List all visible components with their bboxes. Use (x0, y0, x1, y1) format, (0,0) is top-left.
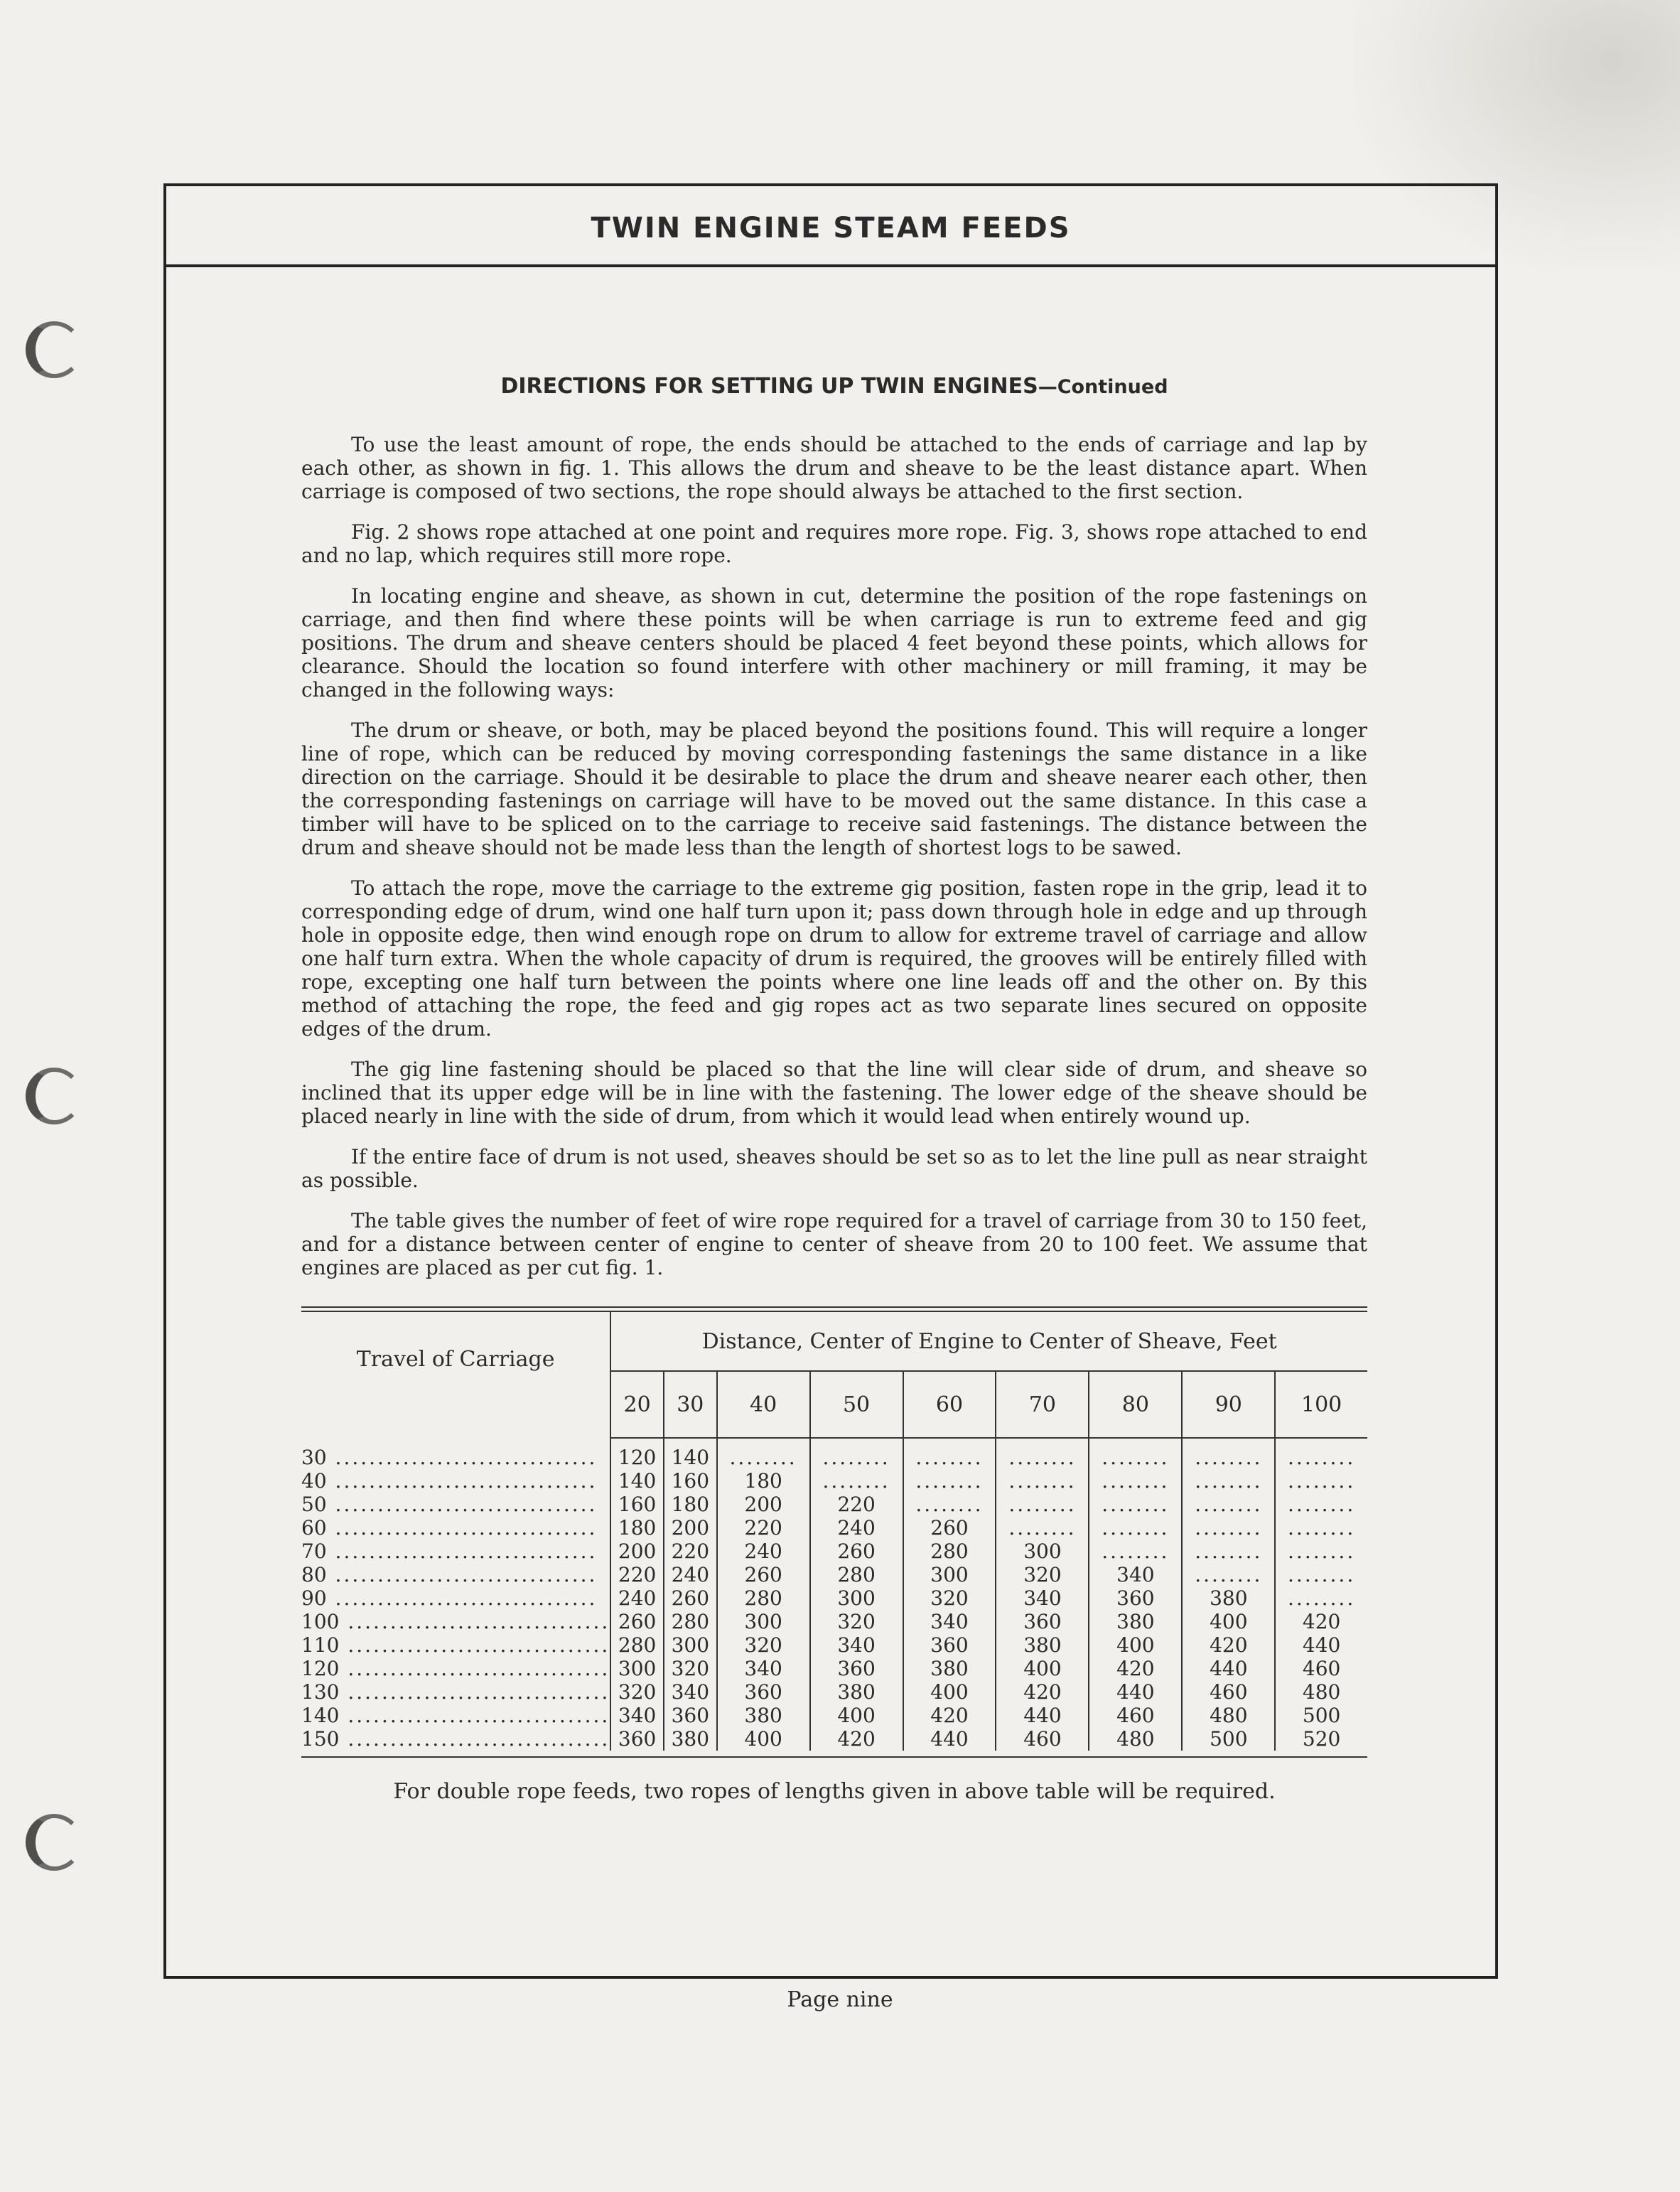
table-cell: 340 (810, 1633, 903, 1657)
table-cell: 260 (810, 1540, 903, 1563)
table-cell: 180 (717, 1469, 810, 1493)
table-cell: 440 (903, 1727, 996, 1751)
table-cell: 200 (610, 1540, 664, 1563)
table-cell: 420 (1089, 1657, 1182, 1680)
row-label: 30 ..... (301, 1438, 610, 1469)
empty-cell (1182, 1469, 1275, 1493)
table-cell: 320 (903, 1586, 996, 1610)
table-cell: 360 (996, 1610, 1089, 1633)
empty-cell (903, 1469, 996, 1493)
column-header: 50 (810, 1371, 903, 1438)
table-row (301, 1516, 1367, 1540)
table-cell: 320 (717, 1633, 810, 1657)
table-cell: 400 (996, 1657, 1089, 1680)
paragraph: The drum or sheave, or both, may be placed beyond the positions found. This will require a longer line of rope, which can be reduced by moving corresponding fastenings the same distance in a like direction on the carriage. Should it be desirable to place the drum and sheave nearer each other, then the corresponding fastenings on carriage will have to be moved out the same distance. In this case a timber will have to be spliced on to the carriage to receive said fastenings. The distance between the drum and sheave should not be made less than the length of shortest logs to be sawed. (301, 719, 1367, 859)
row-label: 60 ..... (301, 1516, 610, 1540)
row-label: 140 ..... (301, 1704, 610, 1727)
table-row (301, 1727, 1367, 1751)
table-cell: 300 (996, 1540, 1089, 1563)
table-cell: 460 (996, 1727, 1089, 1751)
table-row (301, 1680, 1367, 1704)
paragraph: In locating engine and sheave, as shown in cut, determine the position of the rope fastenings on carriage, and then find where these points will be when carriage is run to extreme feed and gig positions. The drum and sheave centers should be placed 4 feet beyond these points, which allows for clearance. Should the location so found interfere with other machinery or mill framing, it may be changed in the following ways: (301, 584, 1367, 702)
body-text (301, 433, 1367, 1279)
table-row (301, 1493, 1367, 1516)
table-cell: 160 (664, 1469, 717, 1493)
row-header: Travel of Carriage (356, 1347, 555, 1372)
empty-cell (810, 1438, 903, 1469)
column-header: 60 (903, 1371, 996, 1438)
empty-cell (1275, 1493, 1367, 1516)
table-cell: 260 (664, 1586, 717, 1610)
empty-cell (1275, 1540, 1367, 1563)
table-cell: 440 (996, 1704, 1089, 1727)
table-cell: 360 (903, 1633, 996, 1657)
table-cell: 180 (610, 1516, 664, 1540)
table-cell: 320 (610, 1680, 664, 1704)
binder-hole-bottom (26, 1814, 82, 1871)
table-cell: 340 (996, 1586, 1089, 1610)
table-cell: 300 (664, 1633, 717, 1657)
table-cell: 520 (1275, 1727, 1367, 1751)
empty-cell (1089, 1540, 1182, 1563)
paragraph: The gig line fastening should be placed so that the line will clear side of drum, and sheave so inclined that its upper edge will be in line with the fastening. The lower edge of the sheave should be placed nearly in line with the side of drum, from which it would lead when entirely wound up. (301, 1058, 1367, 1128)
table-cell: 360 (664, 1704, 717, 1727)
paragraph: Fig. 2 shows rope attached at one point and requires more rope. Fig. 3, shows rope attached to end and no lap, which requires still more rope. (301, 520, 1367, 567)
table-cell: 240 (664, 1563, 717, 1586)
table-cell: 460 (1089, 1704, 1182, 1727)
table-cell: 380 (1182, 1586, 1275, 1610)
table-row (301, 1610, 1367, 1633)
table-cell: 460 (1275, 1657, 1367, 1680)
row-label: 40 ..... (301, 1469, 610, 1493)
table-cell: 320 (996, 1563, 1089, 1586)
column-header: 90 (1182, 1371, 1275, 1438)
table-row (301, 1704, 1367, 1727)
table-note: For double rope feeds, two ropes of lengths given in above table will be required. (393, 1779, 1276, 1804)
empty-cell (996, 1438, 1089, 1469)
table-bottom-rule (301, 1756, 1367, 1758)
empty-cell (717, 1438, 810, 1469)
row-label: 90 ..... (301, 1586, 610, 1610)
table-cell: 320 (810, 1610, 903, 1633)
table-cell: 380 (1089, 1610, 1182, 1633)
empty-cell (1275, 1586, 1367, 1610)
table-cell: 400 (903, 1680, 996, 1704)
table-cell: 380 (996, 1633, 1089, 1657)
column-header: 70 (996, 1371, 1089, 1438)
table-cell: 280 (664, 1610, 717, 1633)
column-header: 20 (610, 1371, 664, 1438)
table-cell: 400 (1089, 1633, 1182, 1657)
empty-cell (1089, 1493, 1182, 1516)
page-content (166, 374, 1495, 1804)
table-cell: 360 (1089, 1586, 1182, 1610)
table-cell: 400 (810, 1704, 903, 1727)
table-row (301, 1586, 1367, 1610)
row-label: 50 ..... (301, 1493, 610, 1516)
group-header: Distance, Center of Engine to Center of Sheave, Feet (610, 1312, 1367, 1371)
table-row (301, 1469, 1367, 1493)
page-header (166, 186, 1495, 267)
empty-cell (1089, 1438, 1182, 1469)
table-cell: 480 (1182, 1704, 1275, 1727)
table-cell: 360 (610, 1727, 664, 1751)
table-cell: 420 (996, 1680, 1089, 1704)
page-title: TWIN ENGINE STEAM FEEDS (591, 212, 1071, 245)
row-label: 100 ..... (301, 1610, 610, 1633)
empty-cell (1182, 1563, 1275, 1586)
empty-cell (1182, 1493, 1275, 1516)
empty-cell (1182, 1516, 1275, 1540)
rope-length-table (301, 1306, 1367, 1758)
paragraph: If the entire face of drum is not used, sheaves should be set so as to let the line pull as near straight as possible. (301, 1145, 1367, 1192)
table-cell: 380 (810, 1680, 903, 1704)
table-cell: 300 (903, 1563, 996, 1586)
table-cell: 440 (1275, 1633, 1367, 1657)
empty-cell (903, 1438, 996, 1469)
empty-cell (1182, 1540, 1275, 1563)
table-cell: 380 (664, 1727, 717, 1751)
table-cell: 420 (903, 1704, 996, 1727)
table-cell: 420 (1182, 1633, 1275, 1657)
table-cell: 420 (1275, 1610, 1367, 1633)
table-cell: 260 (610, 1610, 664, 1633)
empty-cell (1089, 1469, 1182, 1493)
table-cell: 200 (664, 1516, 717, 1540)
binder-hole-middle (26, 1068, 82, 1124)
table-row (301, 1438, 1367, 1469)
table-cell: 440 (1182, 1657, 1275, 1680)
paragraph: To use the least amount of rope, the ends should be attached to the ends of carriage and lap by each other, as shown in fig. 1. This allows the drum and sheave to be the least distance apart. When carriage is composed of two sections, the rope should always be attached to the first section. (301, 433, 1367, 503)
table-cell: 240 (610, 1586, 664, 1610)
table-cell: 340 (610, 1704, 664, 1727)
column-header: 80 (1089, 1371, 1182, 1438)
table-row (301, 1563, 1367, 1586)
table-cell: 280 (810, 1563, 903, 1586)
table-cell: 500 (1182, 1727, 1275, 1751)
table-cell: 340 (664, 1680, 717, 1704)
empty-cell (1275, 1563, 1367, 1586)
table-cell: 240 (810, 1516, 903, 1540)
empty-cell (996, 1516, 1089, 1540)
table-body (301, 1438, 1367, 1751)
binder-hole-top (26, 321, 82, 378)
table-cell: 220 (610, 1563, 664, 1586)
section-title: DIRECTIONS FOR SETTING UP TWIN ENGINES—Continued (500, 374, 1168, 399)
table-cell: 260 (717, 1563, 810, 1586)
table-cell: 340 (717, 1657, 810, 1680)
column-header: 30 (664, 1371, 717, 1438)
row-label: 80 ..... (301, 1563, 610, 1586)
row-label: 130 ..... (301, 1680, 610, 1704)
table-cell: 280 (717, 1586, 810, 1610)
empty-cell (903, 1493, 996, 1516)
table-cell: 180 (664, 1493, 717, 1516)
empty-cell (1275, 1516, 1367, 1540)
table-cell: 360 (717, 1680, 810, 1704)
empty-cell (1089, 1516, 1182, 1540)
table-cell: 140 (610, 1469, 664, 1493)
table-cell: 380 (717, 1704, 810, 1727)
row-label: 150 ..... (301, 1727, 610, 1751)
table-cell: 240 (717, 1540, 810, 1563)
table-cell: 200 (717, 1493, 810, 1516)
empty-cell (996, 1469, 1089, 1493)
table-cell: 460 (1182, 1680, 1275, 1704)
row-label: 110 ..... (301, 1633, 610, 1657)
table-cell: 320 (664, 1657, 717, 1680)
table-cell: 300 (610, 1657, 664, 1680)
table-cell: 280 (903, 1540, 996, 1563)
paragraph: To attach the rope, move the carriage to the extreme gig position, fasten rope in the grip, lead it to corresponding edge of drum, wind one half turn upon it; pass down through hole in edge and up through hole in opposite edge, then wind enough rope on drum to allow for extreme travel of carriage and allow one half turn extra. When the whole capacity of drum is required, the grooves will be entirely filled with rope, excepting one half turn between the points where one line leads off and the other on. By this method of attaching the rope, the feed and gig ropes act as two separate lines secured on opposite edges of the drum. (301, 876, 1367, 1041)
table-cell: 440 (1089, 1680, 1182, 1704)
table-cell: 140 (664, 1438, 717, 1469)
table-cell: 380 (903, 1657, 996, 1680)
table-cell: 360 (810, 1657, 903, 1680)
paragraph: The table gives the number of feet of wire rope required for a travel of carriage from 30 to 150 feet, and for a distance between center of engine to center of sheave from 20 to 100 feet. We assume that engines are placed as per cut fig. 1. (301, 1209, 1367, 1279)
column-header: 100 (1275, 1371, 1367, 1438)
table-cell: 260 (903, 1516, 996, 1540)
row-label: 120 ..... (301, 1657, 610, 1680)
table-cell: 300 (810, 1586, 903, 1610)
table-cell: 220 (717, 1516, 810, 1540)
table-cell: 280 (610, 1633, 664, 1657)
table-cell: 340 (1089, 1563, 1182, 1586)
row-label: 70 ..... (301, 1540, 610, 1563)
table-row (301, 1633, 1367, 1657)
table-top-rule (301, 1306, 1367, 1312)
empty-cell (810, 1469, 903, 1493)
table-cell: 480 (1275, 1680, 1367, 1704)
page-frame (163, 183, 1498, 1979)
table-cell: 500 (1275, 1704, 1367, 1727)
table-cell: 420 (810, 1727, 903, 1751)
empty-cell (1182, 1438, 1275, 1469)
empty-cell (996, 1493, 1089, 1516)
table-cell: 220 (810, 1493, 903, 1516)
table-row (301, 1657, 1367, 1680)
table-cell: 300 (717, 1610, 810, 1633)
table-cell: 160 (610, 1493, 664, 1516)
table-cell: 340 (903, 1610, 996, 1633)
empty-cell (1275, 1469, 1367, 1493)
page-number: Page nine (787, 1987, 893, 2012)
table-cell: 220 (664, 1540, 717, 1563)
table-row (301, 1540, 1367, 1563)
column-header: 40 (717, 1371, 810, 1438)
table-cell: 400 (717, 1727, 810, 1751)
table-cell: 120 (610, 1438, 664, 1469)
table-cell: 480 (1089, 1727, 1182, 1751)
empty-cell (1275, 1438, 1367, 1469)
table-cell: 400 (1182, 1610, 1275, 1633)
